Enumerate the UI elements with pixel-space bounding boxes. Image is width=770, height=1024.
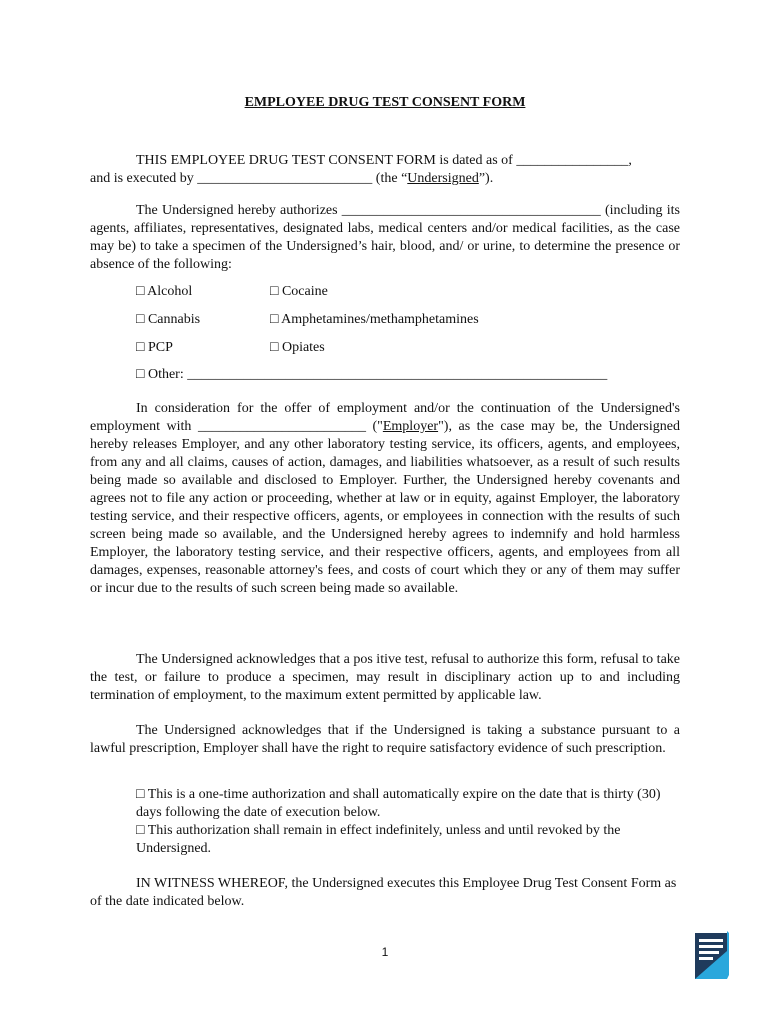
witness-paragraph: IN WITNESS WHEREOF, the Undersigned executes this Employee Drug Test Consent Form as of the date indicated below. xyxy=(90,876,677,909)
substance-row xyxy=(136,366,696,384)
document-title: EMPLOYEE DRUG TEST CONSENT FORM xyxy=(244,95,526,110)
checkbox-amphetamines[interactable]: □ Amphetamines/methamphetamines xyxy=(270,312,479,327)
intro-line-1: THIS EMPLOYEE DRUG TEST CONSENT FORM is dated as of ________________, xyxy=(136,153,632,168)
checkbox-cannabis[interactable]: □ Cannabis xyxy=(136,312,201,327)
checkbox-pcp[interactable]: □ PCP xyxy=(136,340,173,355)
checkbox-alcohol[interactable]: □ Alcohol xyxy=(136,284,193,299)
checkbox-cocaine[interactable]: □ Cocaine xyxy=(270,284,328,299)
checkbox-one-time-authorization[interactable]: □ This is a one-time authorization and shall automatically expire on the date that is thirty (30) days following the date of execution below. xyxy=(136,787,661,820)
authorization-paragraph: The Undersigned hereby authorizes _____________________________________ (including its agents, affiliates, representatives, designated labs, medical centers and/or medical facilities, as the case may be) to take a specimen of the Undersigned’s hair, blood, and/ or urine, to determine the presence or absence of the following: xyxy=(90,203,680,272)
substance-row xyxy=(136,339,696,357)
intro-line-2-end: ”). xyxy=(478,171,494,186)
checkbox-other[interactable]: □ Other: ____________________________________________________________ xyxy=(136,367,608,382)
consideration-rest: "), as the case may be, the Undersigned hereby releases Employer, and any other laboratory testing service, its officers, agents, and employees, from any and all claims, causes of action, damages, and liabilities whatsoever, as a result of such results being made so available and disclosed to Employer. Further, the Undersigned hereby covenants and agrees not to file any action or proceeding, whether at law or in equity, against Employer, the laboratory testing service, and their respective officers, agents, or employees in connection with the results of such screen being made so available, and the Undersigned hereby agrees to indemnify and hold harmless Employer, the laboratory testing service, and their respective officers, agents, and employees from all damages, expenses, reasonable attorney's fees, and costs of court which they or any of them may suffer or incur due to the results of such screen being made so available. xyxy=(90,419,680,596)
checkbox-opiates[interactable]: □ Opiates xyxy=(270,340,325,355)
employer-term: Employer xyxy=(382,419,439,434)
intro-line-2-start: and is executed by _________________________ (the “ xyxy=(90,171,408,186)
positive-test-paragraph: The Undersigned acknowledges that a pos itive test, refusal to authorize this form, refusal to take the test, or failure to produce a specimen, may result in disciplinary action up to and including termination of employment, to the maximum extent permitted by applicable law. xyxy=(90,652,680,703)
page-number: 1 xyxy=(381,945,389,959)
prescription-paragraph: The Undersigned acknowledges that if the Undersigned is taking a substance pursuant to a lawful prescription, Employer shall have the right to require satisfactory evidence of such prescription. xyxy=(90,723,680,756)
intro-line-2 xyxy=(90,170,680,188)
duration-options xyxy=(136,786,680,858)
consideration-start: In consideration for the offer of employment and/or the continuation of the Undersigned's employment with ________________________ (" xyxy=(90,401,680,434)
document-logo-icon xyxy=(693,929,731,981)
substance-row xyxy=(136,311,696,329)
intro-paragraph xyxy=(90,152,680,188)
consideration-paragraph xyxy=(90,400,680,598)
substance-row xyxy=(136,283,696,301)
checkbox-indefinite-authorization[interactable]: □ This authorization shall remain in effect indefinitely, unless and until revoked by the Undersigned. xyxy=(136,823,621,856)
undersigned-term: Undersigned xyxy=(407,171,479,186)
